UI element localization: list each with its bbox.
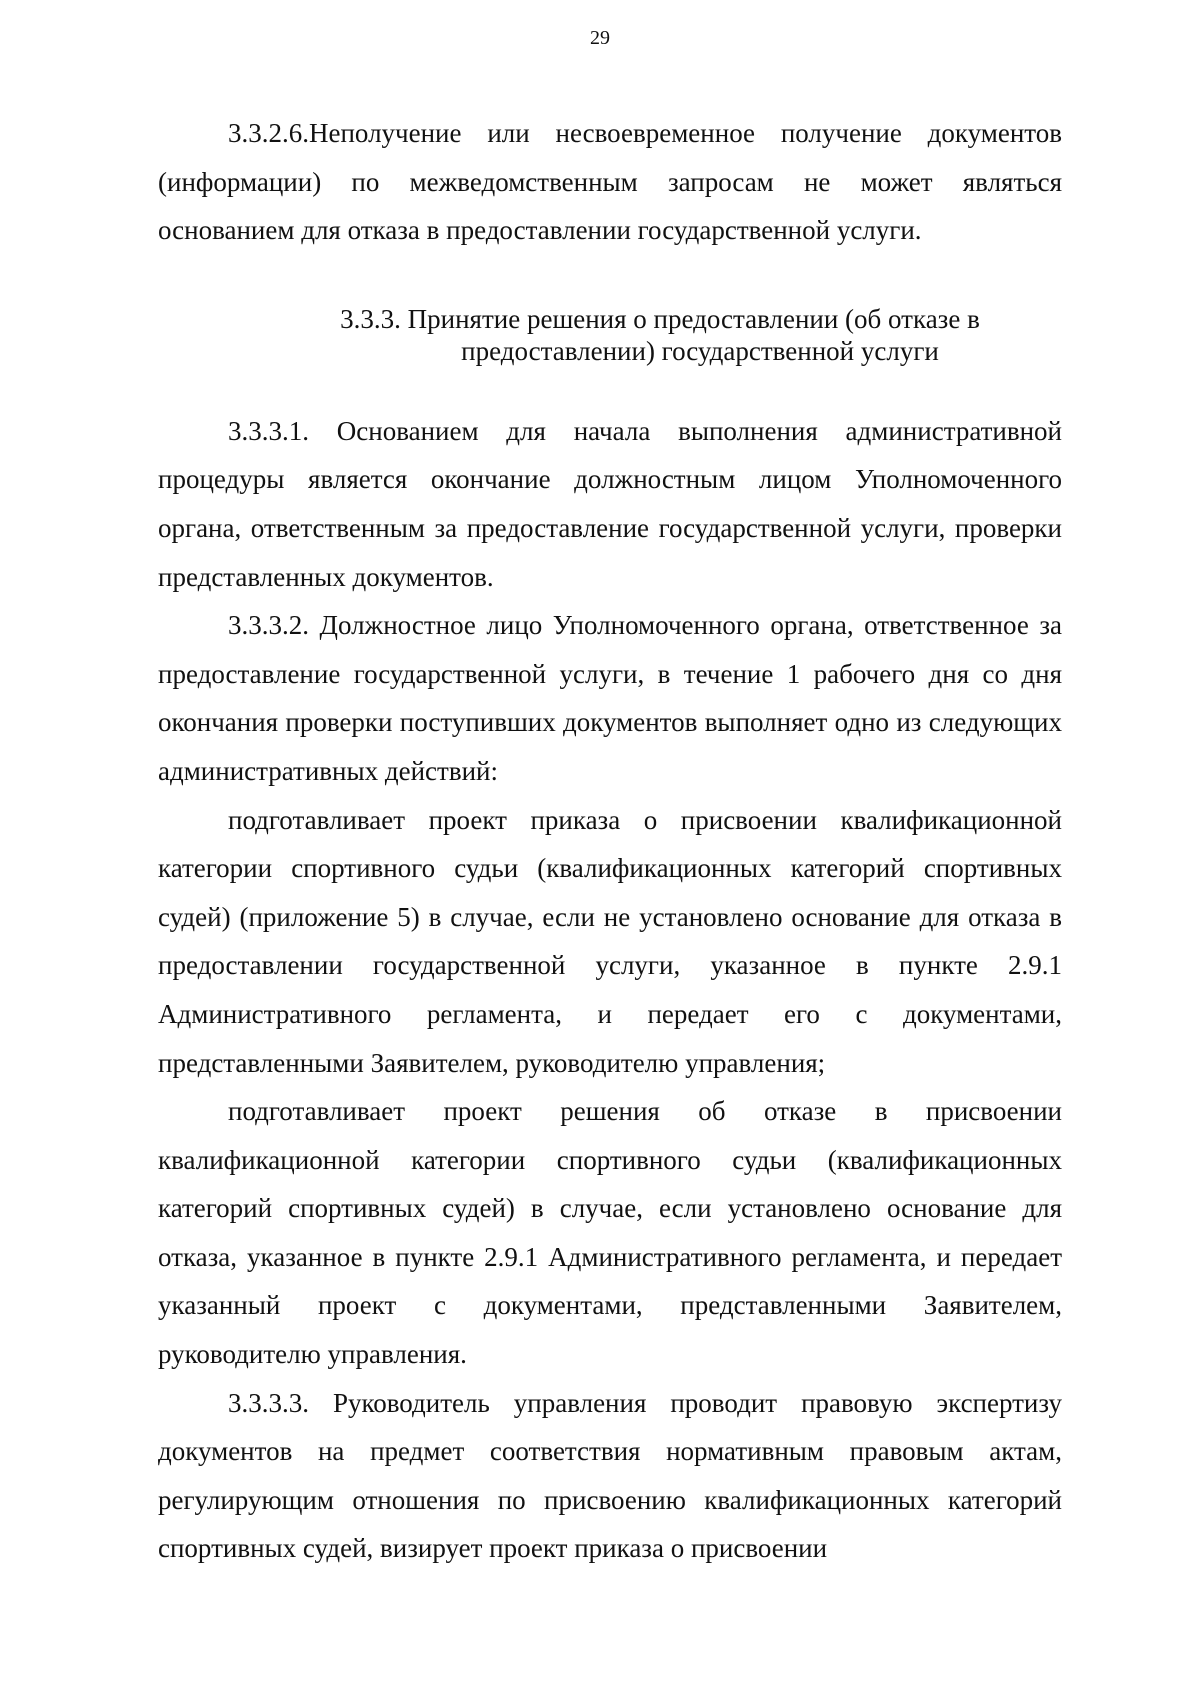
section-heading-line-1: 3.3.3. Принятие решения о предоставлении (об отказе в bbox=[340, 303, 980, 334]
paragraph-3-3-3-1: 3.3.3.1. Основанием для начала выполнения административной процедуры является окончание должностным лицом Уполномоченного органа, ответственным за предоставление государственной услуги, проверки представленных документов. bbox=[158, 415, 1062, 592]
page-number: 29 bbox=[590, 27, 610, 49]
paragraph-action-approve: подготавливает проект приказа о присвоении квалификационной категории спортивного судьи (квалификационных категорий спортивных судей) (приложение 5) в случае, если не установлено основание для отказа в предоставлении государственной услуги, указанное в пункте 2.9.1 Административного регламента, и передает его с документами, представленными Заявителем, руководителю управления; bbox=[158, 804, 1062, 1078]
paragraph-3-3-2-6: 3.3.2.6.Неполучение или несвоевременное получение документов (информации) по межведомственным запросам не может являться основанием для отказа в предоставлении государственной услуги. bbox=[158, 118, 1062, 246]
document-body bbox=[158, 109, 1062, 1573]
section-heading bbox=[158, 303, 1062, 367]
paragraph-action-refuse: подготавливает проект решения об отказе в присвоении квалификационной категории спортивного судьи (квалификационных категорий спортивных судей) в случае, если установлено основание для отказа, указанное в пункте 2.9.1 Административного регламента, и передает указанный проект с документами, представленными Заявителем, руководителю управления. bbox=[158, 1096, 1062, 1370]
section-heading-line-2: предоставлении) государственной услуги bbox=[461, 335, 939, 366]
paragraph-3-3-3-3: 3.3.3.3. Руководитель управления проводит правовую экспертизу документов на предмет соответствия нормативным правовым актам, регулирующим отношения по присвоению квалификационных категорий спортивных судей, визирует проект приказа о присвоении bbox=[158, 1387, 1062, 1564]
paragraph-3-3-3-2: 3.3.3.2. Должностное лицо Уполномоченного органа, ответственное за предоставление государственной услуги, в течение 1 рабочего дня со дня окончания проверки поступивших документов выполняет одно из следующих административных действий: bbox=[158, 610, 1062, 786]
